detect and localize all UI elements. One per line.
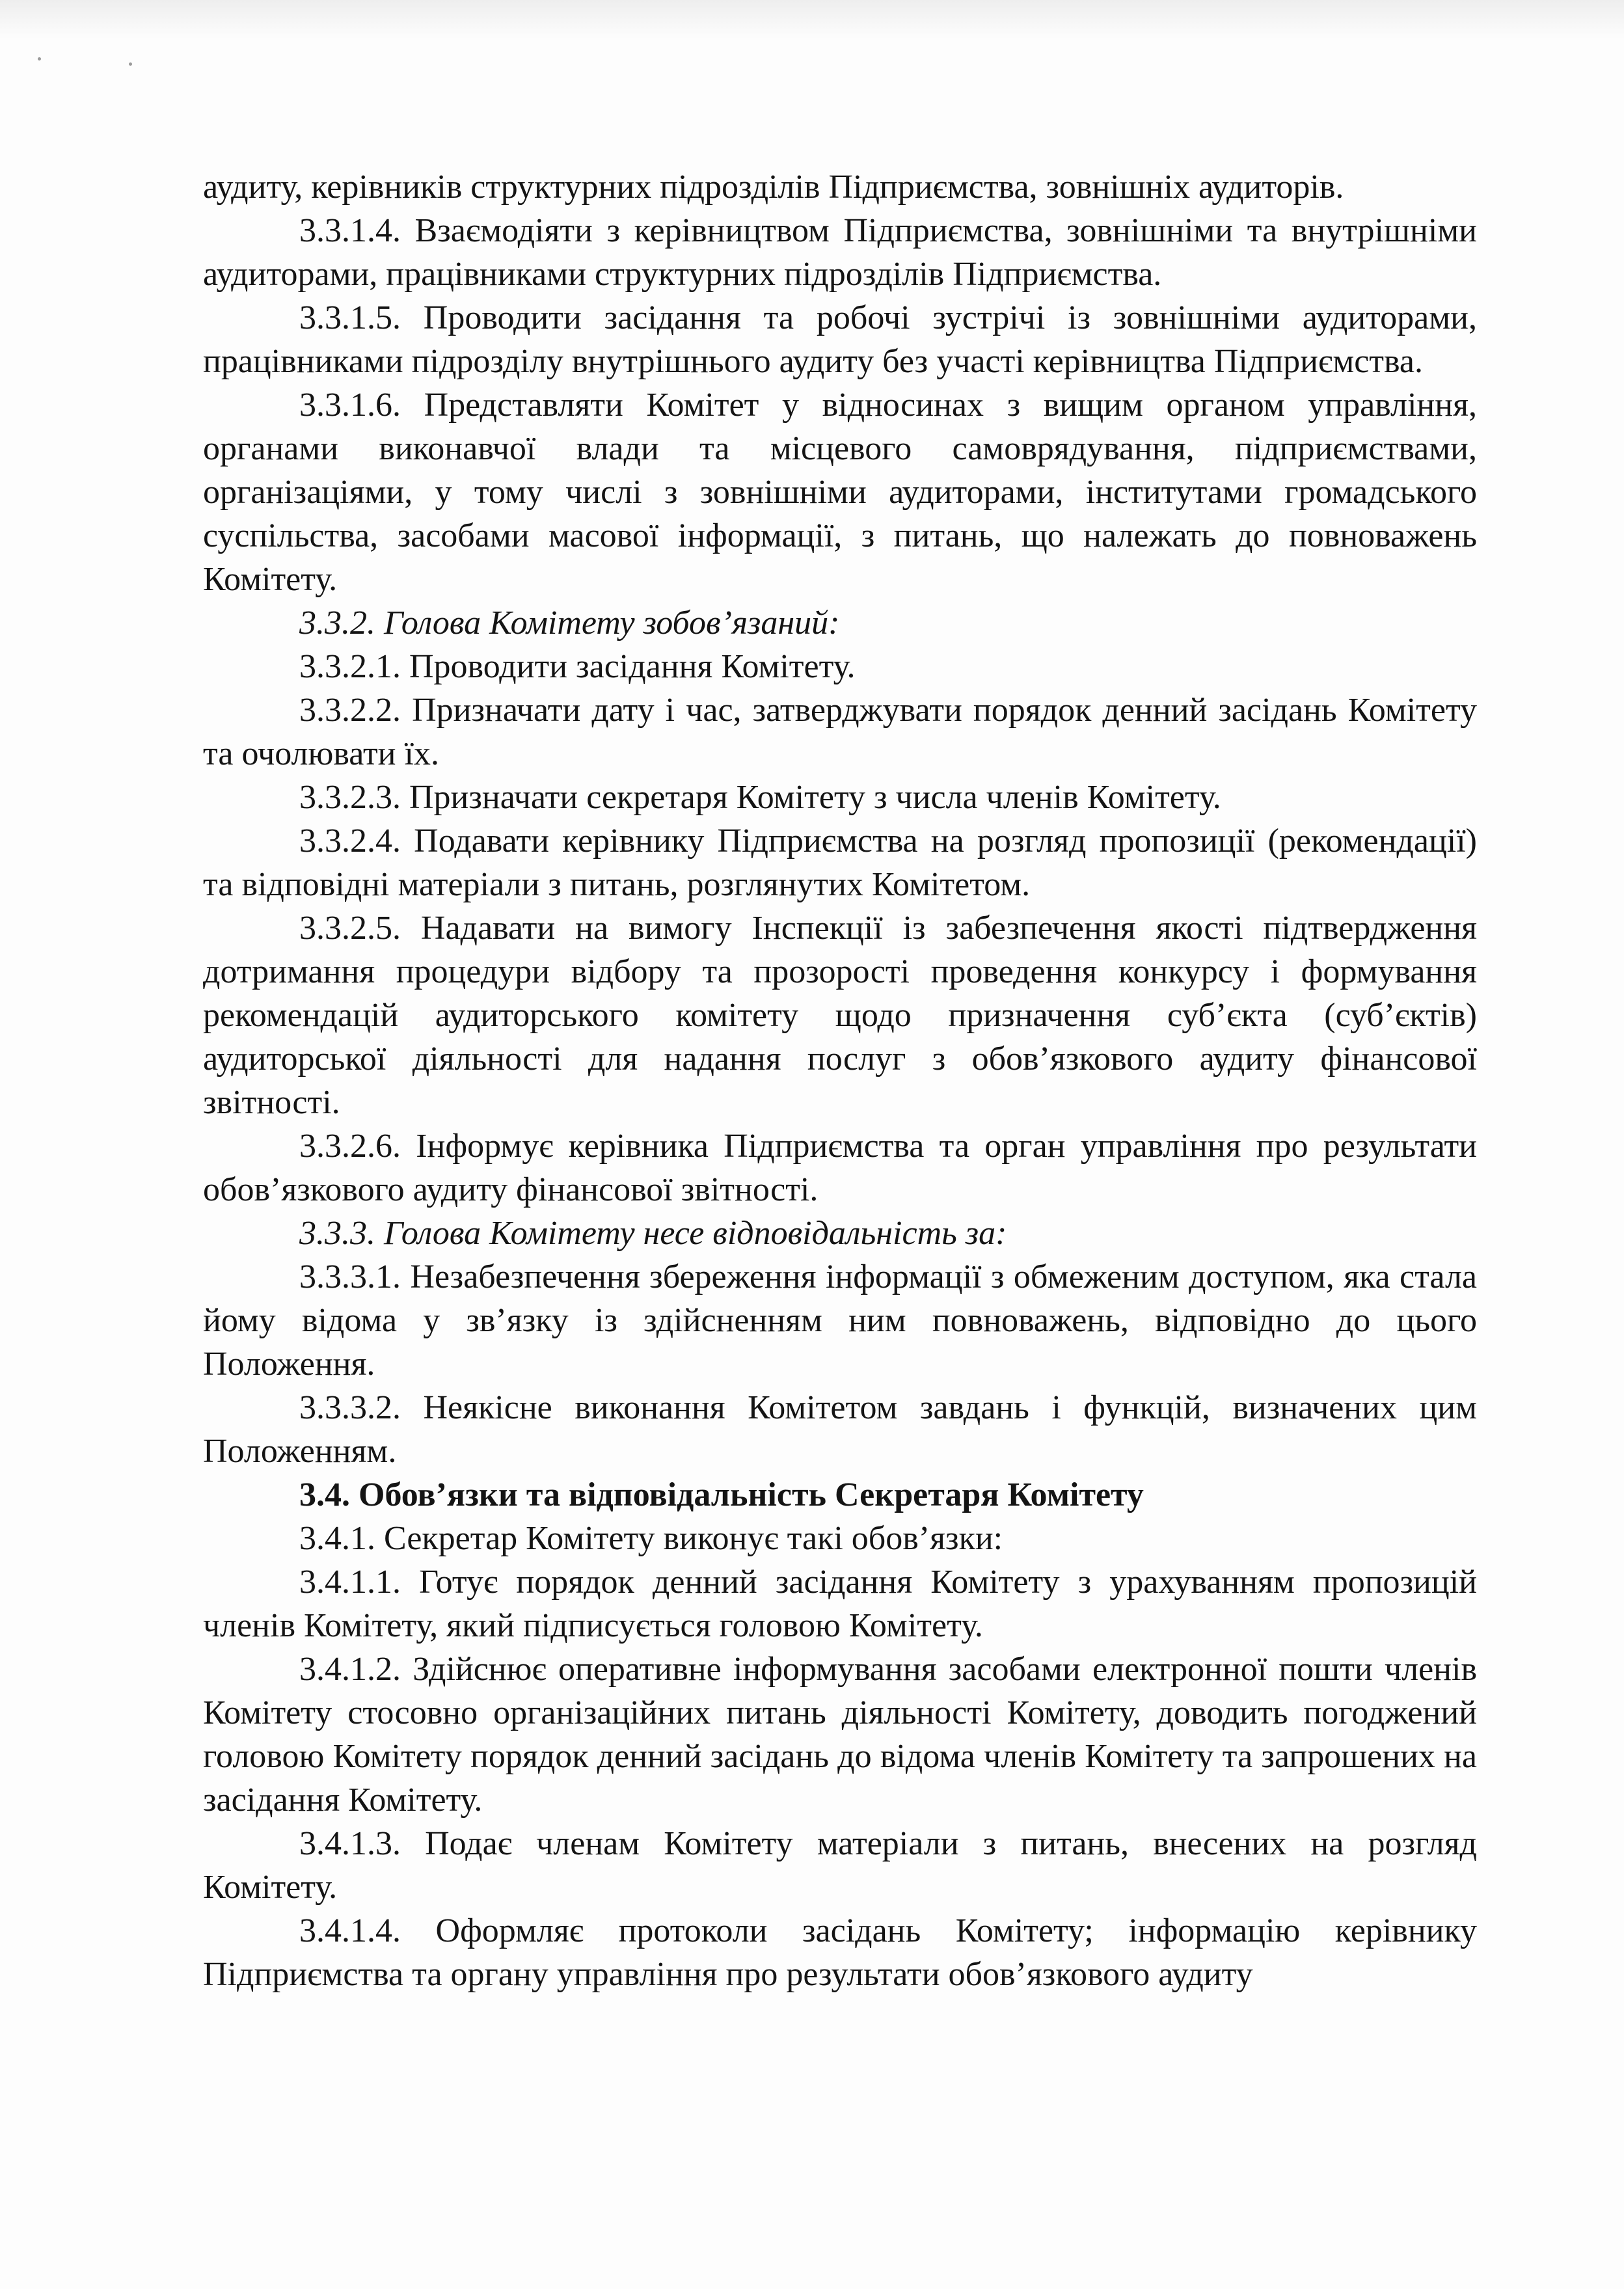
paragraph: аудиту, керівників структурних підрозділів Підприємства, зовнішніх аудиторів. [203, 169, 1344, 206]
scan-edge-shade [0, 0, 1624, 39]
document-body [203, 165, 1477, 1996]
paragraph: 3.3.2.3. Призначати секретаря Комітету з числа членів Комітету. [299, 779, 1221, 816]
paragraph: 3.3.1.6. Представляти Комітет у відносинах з вищим органом управління, органами виконавчої влади та місцевого самоврядування, підприємствами, організаціями, у тому числі з зовнішніми аудиторами, інститутами громадського суспільства, засобами масової інформації, з питань, що належать до повноважень Комітету. [203, 386, 1477, 598]
scan-speck [129, 62, 132, 66]
paragraph: 3.3.2.5. Надавати на вимогу Інспекції із забезпечення якості підтвердження дотримання процедури відбору та прозорості проведення конкурсу і формування рекомендацій аудиторського комітету щодо призначення суб’єкта (суб’єктів) аудиторської діяльності для надання послуг з обов’язкового аудиту фінансової звітності. [203, 910, 1477, 1121]
paragraph: 3.3.2.6. Інформує керівника Підприємства та орган управління про результати обов’язкового аудиту фінансової звітності. [203, 1128, 1477, 1208]
paragraph: 3.4.1.3. Подає членам Комітету матеріали з питань, внесених на розгляд Комітету. [203, 1825, 1477, 1906]
section-heading-bold: 3.4. Обов’язки та відповідальність Секретаря Комітету [299, 1476, 1144, 1513]
paragraph: 3.3.2.2. Призначати дату і час, затверджувати порядок денний засідань Комітету та очолювати їх. [203, 692, 1477, 772]
paragraph: 3.3.2.1. Проводити засідання Комітету. [299, 648, 856, 685]
section-heading-italic: 3.3.3. Голова Комітету несе відповідальність за: [299, 1215, 1007, 1252]
paragraph: 3.4.1. Секретар Комітету виконує такі обов’язки: [299, 1520, 1003, 1557]
paragraph: 3.3.2.4. Подавати керівнику Підприємства на розгляд пропозиції (рекомендації) та відповідні матеріали з питань, розглянутих Комітетом. [203, 822, 1477, 903]
paragraph: 3.3.3.1. Незабезпечення збереження інформації з обмеженим доступом, яка стала йому відома у зв’язку із здійсненням ним повноважень, відповідно до цього Положення. [203, 1258, 1477, 1383]
paragraph: 3.4.1.1. Готує порядок денний засідання Комітету з урахуванням пропозицій членів Комітету, який підписується головою Комітету. [203, 1564, 1477, 1644]
paragraph: 3.4.1.4. Оформляє протоколи засідань Комітету; інформацію керівнику Підприємства та органу управління про результати обов’язкового аудиту [203, 1912, 1477, 1993]
paragraph: 3.3.3.2. Неякісне виконання Комітетом завдань і функцій, визначених цим Положенням. [203, 1389, 1477, 1470]
section-heading-italic: 3.3.2. Голова Комітету зобов’язаний: [299, 604, 840, 642]
paragraph: 3.3.1.4. Взаємодіяти з керівництвом Підприємства, зовнішніми та внутрішніми аудиторами, працівниками структурних підрозділів Підприємства. [203, 212, 1477, 293]
paragraph: 3.4.1.2. Здійснює оперативне інформування засобами електронної пошти членів Комітету стосовно організаційних питань діяльності Комітету, доводить погоджений головою Комітету порядок денний засідань до відома членів Комітету та запрошених на засідання Комітету. [203, 1651, 1477, 1819]
paragraph: 3.3.1.5. Проводити засідання та робочі зустрічі із зовнішніми аудиторами, працівниками підрозділу внутрішнього аудиту без участі керівництва Підприємства. [203, 299, 1477, 380]
scan-speck [38, 57, 41, 61]
